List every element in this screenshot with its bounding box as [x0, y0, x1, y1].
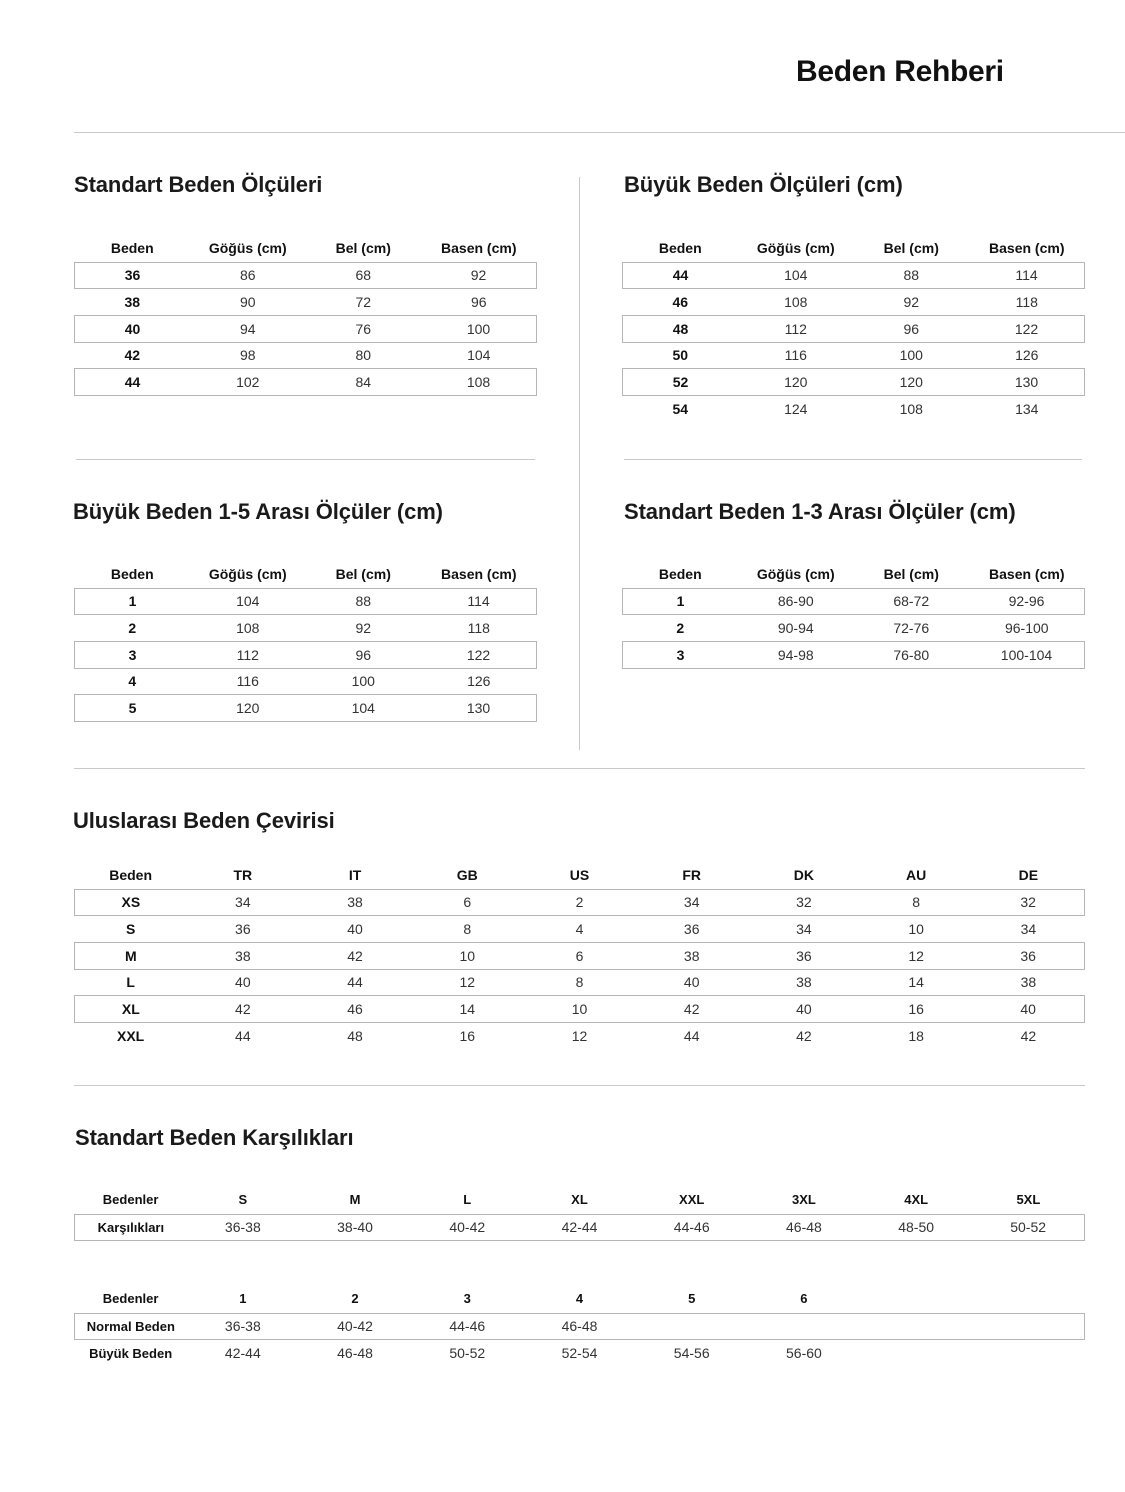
row-label: 54 — [672, 401, 689, 418]
table-standart-1-3 — [622, 560, 1085, 669]
table-cell: 90 — [239, 294, 256, 311]
section-title-standart: Standart Beden Ölçüleri — [74, 172, 323, 197]
table-cell: 104 — [190, 588, 306, 615]
table-cell: 90-94 — [777, 620, 814, 637]
table-cell: 130 — [969, 369, 1085, 396]
table-cell: 8 — [860, 889, 972, 916]
column-header: Beden — [658, 239, 702, 256]
column-header: TR — [233, 866, 253, 883]
table-cell: 40-42 — [411, 1214, 523, 1241]
table-cell: 92-96 — [969, 588, 1085, 615]
table-row — [75, 969, 1085, 996]
table-row — [75, 615, 537, 642]
column-header: AU — [906, 866, 927, 883]
table-row — [75, 1214, 1085, 1241]
column-header: Beden — [110, 239, 154, 256]
table-cell: 134 — [1015, 401, 1039, 418]
table-cell: 40 — [235, 974, 251, 991]
table-cell: 116 — [784, 347, 807, 364]
row-label: 1 — [623, 588, 739, 615]
table-cell: 120 — [190, 695, 306, 722]
table-cell: 8 — [463, 921, 472, 938]
table-cell: 38 — [796, 974, 812, 991]
table-cell: 42 — [1020, 1028, 1037, 1045]
row-label: 48 — [623, 315, 739, 342]
table-cell: 4 — [575, 921, 584, 938]
table-cell: 36-38 — [187, 1313, 299, 1340]
column-header: Göğüs (cm) — [756, 565, 835, 582]
table-header-row — [75, 1285, 1085, 1313]
column-header: 1 — [239, 1291, 247, 1307]
row-label: Normal Beden — [75, 1313, 187, 1340]
table-cell — [972, 1340, 1084, 1367]
row-label: Büyük Beden — [89, 1345, 173, 1361]
table-row — [75, 916, 1085, 943]
table-row — [75, 262, 537, 289]
table-header-row — [623, 234, 1085, 262]
row-label: 1 — [75, 588, 191, 615]
table-cell: 42-44 — [523, 1214, 635, 1241]
table-cell: 38-40 — [299, 1214, 411, 1241]
table-cell: 122 — [969, 315, 1085, 342]
table-cell: 118 — [1015, 294, 1038, 311]
table-cell: 10 — [523, 996, 635, 1023]
table-cell: 6 — [411, 889, 523, 916]
table-cell: 46-48 — [523, 1313, 635, 1340]
row-label: XL — [75, 996, 187, 1023]
table-cell: 104 — [738, 262, 854, 289]
table-cell: 8 — [575, 974, 584, 991]
table-cell: 100 — [899, 347, 923, 364]
table-cell: 38 — [299, 889, 411, 916]
table-cell: 38 — [636, 942, 748, 969]
column-header: Basen (cm) — [441, 239, 517, 256]
column-header: GB — [456, 866, 478, 883]
table-cell: 46 — [299, 996, 411, 1023]
table-cell: 100 — [351, 673, 375, 690]
column-header: Bel (cm) — [883, 565, 939, 582]
table-cell: 18 — [908, 1028, 924, 1045]
row-label: 42 — [124, 347, 141, 364]
row-label: 3 — [623, 641, 739, 668]
column-header: Beden — [109, 866, 152, 883]
row-label: XS — [75, 889, 187, 916]
section-title-buyuk-1-5: Büyük Beden 1-5 Arası Ölçüler (cm) — [73, 499, 443, 524]
table-row — [623, 615, 1085, 642]
table-cell: 34 — [1020, 921, 1037, 938]
table-cell: 44-46 — [411, 1313, 523, 1340]
table-cell: 40 — [347, 921, 363, 938]
table-row — [75, 1313, 1085, 1340]
table-cell: 44 — [683, 1028, 700, 1045]
table-cell: 68-72 — [854, 588, 970, 615]
table-cell: 40-42 — [299, 1313, 411, 1340]
table-cell: 86 — [190, 262, 306, 289]
section-title-buyuk: Büyük Beden Ölçüleri (cm) — [624, 172, 903, 197]
table-cell: 72-76 — [893, 620, 930, 637]
table-cell: 42 — [187, 996, 299, 1023]
divider-karsiliklar — [74, 1085, 1085, 1086]
column-header: 2 — [351, 1291, 359, 1307]
row-label: 5 — [75, 695, 191, 722]
column-header: Beden — [658, 565, 702, 582]
table-cell: 16 — [860, 996, 972, 1023]
section-title-standart-1-3: Standart Beden 1-3 Arası Ölçüler (cm) — [624, 499, 1016, 524]
table-cell: 120 — [854, 369, 970, 396]
column-header: L — [463, 1192, 472, 1208]
table-cell: 12 — [860, 942, 972, 969]
table-row — [623, 395, 1085, 422]
column-header: Basen (cm) — [441, 565, 517, 582]
column-header: XXL — [679, 1192, 705, 1208]
table-row — [75, 695, 537, 722]
table-cell: 36 — [235, 921, 251, 938]
table-cell — [860, 1313, 972, 1340]
table-cell: 52-54 — [561, 1345, 598, 1362]
table-cell: 130 — [421, 695, 537, 722]
table-cell: 114 — [969, 262, 1085, 289]
table-cell: 38 — [187, 942, 299, 969]
table-buyuk — [622, 234, 1085, 422]
table-uluslararasi — [74, 861, 1085, 1049]
table-cell — [636, 1313, 748, 1340]
table-standart — [74, 234, 537, 396]
table-cell: 96 — [854, 315, 970, 342]
column-header: DE — [1018, 866, 1039, 883]
table-cell: 42 — [796, 1028, 812, 1045]
table-cell: 48 — [347, 1028, 363, 1045]
row-label: 36 — [75, 262, 191, 289]
table-row — [75, 641, 537, 668]
table-header-row — [75, 560, 537, 588]
table-cell: 40 — [683, 974, 700, 991]
table-cell: 104 — [306, 695, 422, 722]
column-header: Basen (cm) — [989, 239, 1065, 256]
table-header-row — [75, 1186, 1085, 1214]
table-cell: 38 — [1020, 974, 1037, 991]
table-cell: 92 — [355, 620, 372, 637]
table-cell: 40 — [748, 996, 860, 1023]
column-header: 3XL — [792, 1192, 816, 1208]
column-header: US — [569, 866, 590, 883]
table-cell: 46-48 — [748, 1214, 860, 1241]
column-header: Göğüs (cm) — [208, 565, 287, 582]
column-header: XL — [571, 1192, 588, 1208]
column-header: FR — [682, 866, 702, 883]
column-header: DK — [793, 866, 815, 883]
table-row — [75, 889, 1085, 916]
table-row — [75, 588, 537, 615]
table-cell: 32 — [972, 889, 1084, 916]
table-cell: 112 — [738, 315, 854, 342]
table-cell: 34 — [187, 889, 299, 916]
page-title: Beden Rehberi — [796, 55, 1004, 88]
table-row — [623, 641, 1085, 668]
column-header: Bel (cm) — [883, 239, 939, 256]
table-cell: 114 — [421, 588, 537, 615]
table-karsiliklar-2 — [74, 1285, 1085, 1366]
row-label: 40 — [75, 315, 191, 342]
table-cell: 76 — [306, 315, 422, 342]
table-cell: 94-98 — [738, 641, 854, 668]
table-cell: 108 — [236, 620, 260, 637]
column-header: IT — [348, 866, 362, 883]
table-row — [75, 315, 537, 342]
row-label: 44 — [623, 262, 739, 289]
table-row — [623, 289, 1085, 316]
table-cell: 14 — [908, 974, 924, 991]
row-label: M — [75, 942, 187, 969]
table-row — [623, 588, 1085, 615]
table-header-row — [75, 861, 1085, 889]
row-label: 2 — [128, 620, 137, 637]
table-cell: 108 — [899, 401, 923, 418]
table-row — [623, 315, 1085, 342]
table-cell: 68 — [306, 262, 422, 289]
column-header: Göğüs (cm) — [756, 239, 835, 256]
table-cell — [748, 1313, 860, 1340]
column-header: S — [238, 1192, 248, 1208]
row-label: 2 — [676, 620, 685, 637]
table-cell: 88 — [854, 262, 970, 289]
row-label: 46 — [672, 294, 689, 311]
table-cell: 124 — [784, 401, 808, 418]
table-row — [75, 1340, 1085, 1367]
row-label: S — [125, 921, 136, 938]
column-header: 6 — [800, 1291, 808, 1307]
table-row — [75, 369, 537, 396]
column-header: 4XL — [904, 1192, 929, 1208]
column-header: 5XL — [1016, 1192, 1041, 1208]
divider-uluslararasi — [74, 768, 1085, 769]
table-cell: 50-52 — [972, 1214, 1084, 1241]
table-cell: 42-44 — [224, 1345, 261, 1362]
table-cell: 108 — [784, 294, 808, 311]
table-cell: 72 — [355, 294, 372, 311]
table-cell: 36-38 — [187, 1214, 299, 1241]
table-cell: 96-100 — [1004, 620, 1049, 637]
table-cell: 16 — [459, 1028, 476, 1045]
table-row — [75, 342, 537, 369]
column-header: Bel (cm) — [335, 565, 391, 582]
row-label: 4 — [128, 673, 137, 690]
table-cell: 122 — [421, 641, 537, 668]
table-cell: 126 — [1015, 347, 1039, 364]
header-divider — [74, 132, 1125, 133]
table-cell — [860, 1340, 972, 1367]
table-cell: 92 — [421, 262, 537, 289]
column-header: M — [349, 1192, 361, 1208]
table-cell: 108 — [421, 369, 537, 396]
table-cell: 46-48 — [337, 1345, 373, 1362]
table-cell: 42 — [636, 996, 748, 1023]
row-label: XXL — [116, 1028, 145, 1045]
table-cell: 10 — [411, 942, 523, 969]
row-label: 44 — [75, 369, 191, 396]
section-title-uluslararasi: Uluslarası Beden Çevirisi — [73, 808, 335, 833]
row-label: 50 — [672, 347, 689, 364]
column-header: Göğüs (cm) — [208, 239, 287, 256]
table-cell: 12 — [459, 974, 476, 991]
column-header — [860, 1285, 972, 1313]
table-cell: 100-104 — [969, 641, 1085, 668]
row-label: L — [126, 974, 135, 991]
column-header: Bel (cm) — [335, 239, 391, 256]
table-row — [75, 942, 1085, 969]
table-cell: 100 — [421, 315, 537, 342]
table-cell: 44-46 — [636, 1214, 748, 1241]
column-header: Bedenler — [102, 1192, 159, 1208]
table-cell: 94 — [190, 315, 306, 342]
table-row — [75, 668, 537, 695]
table-cell: 92 — [903, 294, 920, 311]
table-cell: 118 — [467, 620, 490, 637]
table-row — [75, 1022, 1085, 1049]
table-cell: 44 — [347, 974, 363, 991]
column-header: 4 — [575, 1291, 584, 1307]
table-cell: 14 — [411, 996, 523, 1023]
column-header: Beden — [110, 565, 154, 582]
table-cell: 2 — [523, 889, 635, 916]
table-cell: 36 — [972, 942, 1084, 969]
table-row — [75, 996, 1085, 1023]
row-label: 52 — [623, 369, 739, 396]
table-cell: 112 — [190, 641, 306, 668]
table-cell: 54-56 — [673, 1345, 710, 1362]
table-cell: 104 — [467, 347, 491, 364]
table-cell: 36 — [748, 942, 860, 969]
table-cell — [972, 1313, 1084, 1340]
table-cell: 84 — [306, 369, 422, 396]
table-cell: 32 — [748, 889, 860, 916]
table-cell: 36 — [683, 921, 700, 938]
section-title-karsiliklar: Standart Beden Karşılıkları — [75, 1125, 354, 1150]
column-divider — [579, 177, 580, 750]
table-cell: 98 — [239, 347, 256, 364]
table-cell: 34 — [636, 889, 748, 916]
table-cell: 42 — [299, 942, 411, 969]
table-cell: 48-50 — [860, 1214, 972, 1241]
table-row — [623, 342, 1085, 369]
table-row — [623, 369, 1085, 396]
divider-left-mid — [76, 459, 535, 460]
table-cell: 10 — [908, 921, 924, 938]
table-karsiliklar-1 — [74, 1186, 1085, 1241]
row-label: 38 — [124, 294, 141, 311]
table-cell: 56-60 — [786, 1345, 822, 1362]
table-cell: 44 — [235, 1028, 251, 1045]
table-cell: 86-90 — [738, 588, 854, 615]
table-cell: 12 — [571, 1028, 588, 1045]
table-row — [623, 262, 1085, 289]
table-cell: 40 — [972, 996, 1084, 1023]
table-cell: 102 — [190, 369, 306, 396]
table-cell: 80 — [355, 347, 372, 364]
column-header: 5 — [688, 1291, 696, 1307]
divider-right-mid — [624, 459, 1082, 460]
table-cell: 96 — [470, 294, 487, 311]
table-cell: 50-52 — [449, 1345, 486, 1362]
table-cell: 76-80 — [854, 641, 970, 668]
column-header: 3 — [463, 1291, 471, 1307]
table-cell: 88 — [306, 588, 422, 615]
row-label: Karşılıkları — [75, 1214, 187, 1241]
table-header-row — [623, 560, 1085, 588]
table-cell: 120 — [738, 369, 854, 396]
table-row — [75, 289, 537, 316]
row-label: 3 — [75, 641, 191, 668]
table-cell: 34 — [796, 921, 812, 938]
table-cell: 126 — [467, 673, 491, 690]
column-header — [972, 1285, 1084, 1313]
table-cell: 6 — [523, 942, 635, 969]
column-header: Basen (cm) — [989, 565, 1065, 582]
table-cell: 96 — [306, 641, 422, 668]
table-buyuk-1-5 — [74, 560, 537, 722]
table-header-row — [75, 234, 537, 262]
table-cell: 116 — [236, 673, 259, 690]
column-header: Bedenler — [102, 1291, 159, 1307]
